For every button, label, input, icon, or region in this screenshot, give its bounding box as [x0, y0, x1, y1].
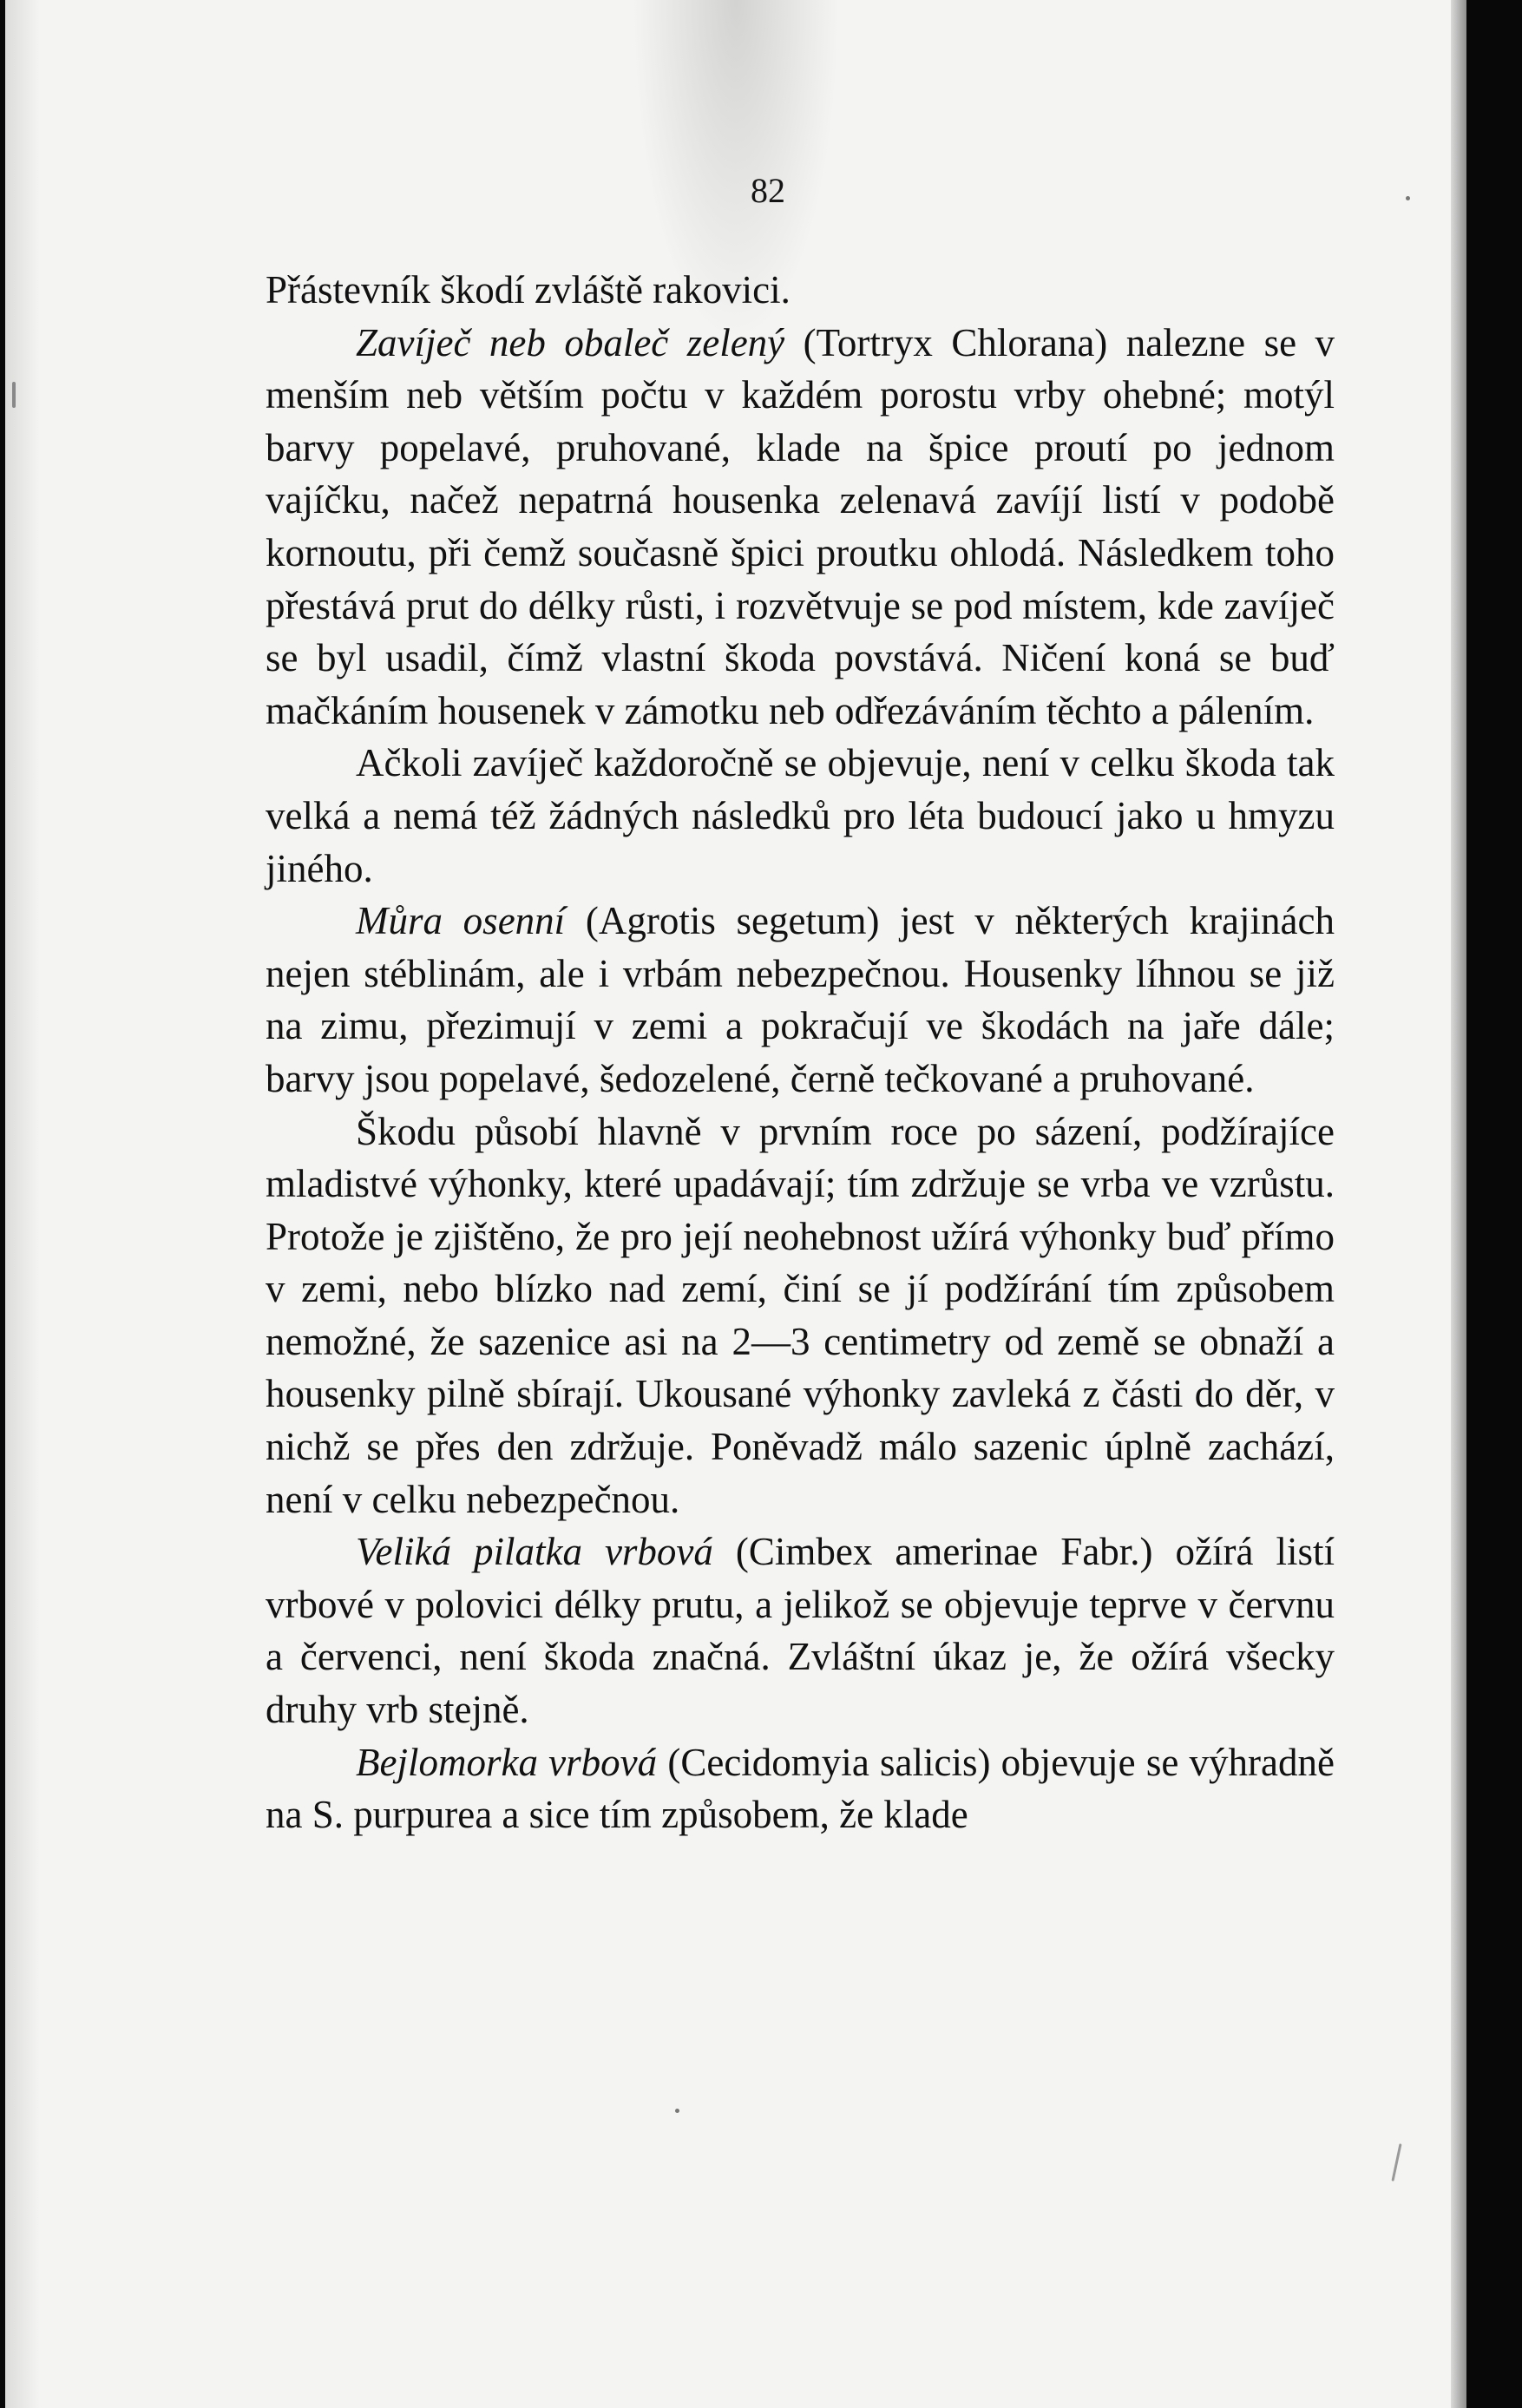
book-page: [5, 0, 1466, 2408]
paragraph-7: [266, 1736, 1335, 1841]
paragraph-2: [266, 317, 1335, 738]
species-term: Zavíječ neb obaleč zelený: [356, 320, 785, 364]
paragraph-6: [266, 1526, 1335, 1735]
page-number: 82: [751, 171, 785, 210]
scan-speck: [675, 2109, 679, 2113]
species-term: Můra osenní: [356, 899, 566, 943]
paragraph-1: [266, 264, 1335, 317]
paragraph-5: [266, 1106, 1335, 1526]
paragraph-text: Přástevník škodí zvláště rakovici.: [266, 268, 791, 312]
paragraph-text: (Agrotis segetum) jest v některých krajinách nejen stéblinám, ale i vrbám nebezpečnou. Housenky líhnou se již na zimu, přezimují v zemi a pokračují ve škodách na jaře dále; barvy jsou popelavé, šedozelené, černě tečkované a pruhované.: [266, 899, 1335, 1100]
paragraph-text: (Cimbex amerinae Fabr.) ožírá listí vrbové v polovici délky prutu, a jelikož se objevuje teprve v červnu a červenci, není škoda značná. Zvláštní úkaz je, že ožírá všecky druhy vrb stejně.: [266, 1530, 1335, 1732]
species-term: Veliká pilatka vrbová: [356, 1530, 713, 1574]
scan-speck: [1406, 196, 1410, 200]
paragraph-3: [266, 737, 1335, 895]
scan-speck: [12, 382, 16, 408]
paragraph-text: Ačkoli zavíječ každoročně se objevuje, není v celku škoda tak velká a nemá též žádných následků pro léta budoucí jako u hmyzu jiného.: [266, 741, 1335, 890]
paragraph-text: (Cecidomyia salicis) objevuje se výhradně na S. purpurea a sice tím způsobem, že klade: [266, 1740, 1335, 1837]
paragraph-text: (Tortryx Chlorana) nalezne se v menším neb větším počtu v každém porostu vrby ohebné; motýl barvy popelavé, pruhované, klade na špice proutí po jednom vajíčku, načež nepatrná housenka zelenavá zavíjí listí v podobě kornoutu, při čemž současně špici proutku ohlodá. Následkem toho přestává prut do délky růsti, i rozvětvuje se pod místem, kde zavíječ se byl usadil, čímž vlastní škoda povstává. Ničení koná se buď mačkáním housenek v zámotku neb odřezáváním těchto a pálením.: [266, 320, 1335, 732]
species-term: Bejlomorka vrbová: [356, 1740, 658, 1784]
paragraph-4: [266, 895, 1335, 1105]
scan-speck: [1391, 2143, 1401, 2182]
paragraph-text: Škodu působí hlavně v prvním roce po sázení, podžírajíce mladistvé výhonky, které upadávají; tím zdržuje se vrba ve vzrůstu. Protože je zjištěno, že pro její neohebnost užírá výhonky buď přímo v zemi, nebo blízko nad zemí, činí se jí podžírání tím způsobem nemožné, že sazenice asi na 2—3 centimetry od země se obnaží a housenky pilně sbírají. Ukousané výhonky zavleká z části do děr, v nichž se přes den zdržuje. Poněvadž málo sazenic úplně zachází, není v celku nebezpečnou.: [266, 1109, 1335, 1521]
page-edge-shadow: [1451, 0, 1466, 2408]
body-text: [266, 264, 1335, 1841]
